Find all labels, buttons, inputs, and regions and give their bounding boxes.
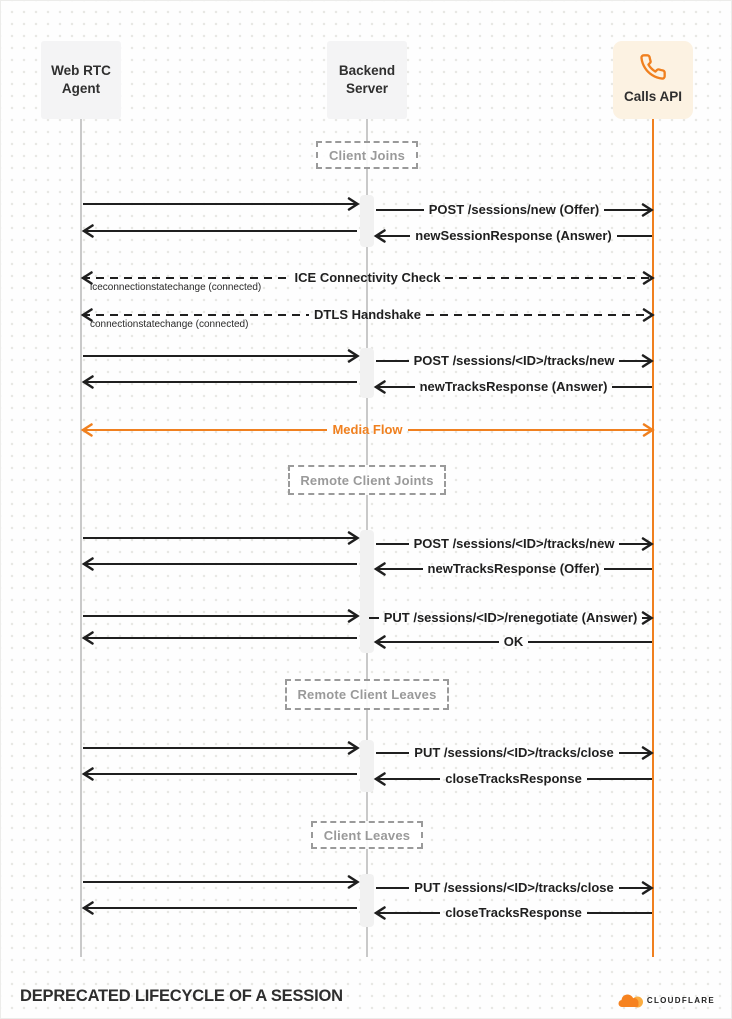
- arrowhead-left-icon: [81, 900, 95, 916]
- message-line: [83, 381, 357, 384]
- message-ice-connectivity-check: [82, 269, 653, 293]
- message-line: [528, 641, 652, 644]
- message-line: [83, 907, 357, 910]
- hop-arrow: [83, 222, 357, 240]
- message-line: [376, 887, 409, 890]
- actor-webrtc-agent: [41, 41, 121, 119]
- arrowhead-left-icon: [373, 228, 387, 244]
- activation-bar-5: [360, 874, 374, 927]
- message-line: [604, 568, 652, 571]
- arrowhead-left-icon: [81, 630, 95, 646]
- phone-icon: [639, 53, 667, 81]
- hop-arrow: [83, 899, 357, 917]
- arrowhead-left-icon: [80, 422, 94, 438]
- hop-arrow: [83, 629, 357, 647]
- arrowhead-left-icon: [373, 634, 387, 650]
- arrowhead-left-icon: [81, 223, 95, 239]
- arrowhead-right-icon: [640, 353, 654, 369]
- phase-client-leaves: [311, 821, 423, 849]
- message-put-sessions-id-tracks-close: [376, 879, 652, 897]
- hop-arrow: [83, 739, 358, 757]
- hop-arrow: [83, 555, 357, 573]
- message-line: [376, 360, 409, 363]
- cloudflare-wordmark: CLOUDFLARE: [646, 996, 715, 1005]
- message-label: ICE Connectivity Check: [294, 270, 441, 285]
- activation-bar-4: [360, 740, 374, 792]
- arrowhead-left-icon: [81, 556, 95, 572]
- message-post-sessions-id-tracks-new: [376, 352, 652, 370]
- message-line: [83, 537, 358, 540]
- message-closetracksresponse: [375, 770, 652, 788]
- arrowhead-right-icon: [640, 610, 654, 626]
- message-line: [376, 543, 409, 546]
- actor-label-line: Server: [345, 81, 389, 96]
- cloudflare-logo: [617, 993, 715, 1008]
- arrowhead-right-icon: [640, 536, 654, 552]
- arrowhead-left-icon: [373, 379, 387, 395]
- message-put-sessions-id-tracks-close: [376, 744, 652, 762]
- message-label: POST /sessions/<ID>/tracks/new: [413, 353, 615, 368]
- hop-arrow: [83, 373, 357, 391]
- message-newsessionresponse-answer: [375, 227, 652, 245]
- message-closetracksresponse: [375, 904, 652, 922]
- message-line: [587, 778, 652, 781]
- message-label: POST /sessions/<ID>/tracks/new: [413, 536, 615, 551]
- activation-bar-3: [360, 530, 374, 653]
- message-event-sublabel: connectionstatechange (connected): [90, 318, 249, 330]
- hop-arrow: [83, 873, 358, 891]
- message-label: newTracksResponse (Answer): [419, 379, 608, 394]
- arrowhead-right-icon: [640, 202, 654, 218]
- message-label: DTLS Handshake: [314, 307, 421, 322]
- message-line: [82, 277, 290, 280]
- message-line: [612, 386, 652, 389]
- actor-label-line: Calls API: [623, 89, 683, 105]
- message-label: PUT /sessions/<ID>/tracks/close: [414, 745, 614, 760]
- phase-label: Remote Client Leaves: [297, 687, 437, 702]
- phase-client-joins: [316, 141, 418, 169]
- message-line: [617, 235, 652, 238]
- arrowhead-left-icon: [373, 561, 387, 577]
- message-label: closeTracksResponse: [445, 905, 582, 920]
- message-line: [83, 230, 357, 233]
- phase-remote-client-joints: [288, 465, 446, 495]
- arrowhead-right-icon: [640, 745, 654, 761]
- message-label: OK: [503, 634, 524, 649]
- actor-backend-server: [327, 41, 407, 119]
- message-line: [375, 641, 499, 644]
- message-newtracksresponse-offer: [375, 560, 652, 578]
- message-media-flow: [82, 421, 653, 439]
- hop-arrow: [83, 765, 357, 783]
- message-label: closeTracksResponse: [445, 771, 582, 786]
- message-ok: [375, 633, 652, 651]
- message-post-sessions-new-offer: [376, 201, 652, 219]
- actor-label-line: Web RTC: [51, 62, 111, 78]
- arrowhead-left-icon: [81, 374, 95, 390]
- message-line: [83, 355, 358, 358]
- arrowhead-left-icon: [81, 766, 95, 782]
- message-newtracksresponse-answer: [375, 378, 652, 396]
- message-put-sessions-id-renegotiate-answer: [369, 609, 652, 627]
- message-line: [83, 615, 358, 618]
- actor-calls-api: [613, 41, 693, 119]
- phase-label: Remote Client Joints: [300, 472, 434, 488]
- arrowhead-right-icon: [346, 740, 360, 756]
- arrowhead-right-icon: [640, 880, 654, 896]
- actor-label-line: Agent: [61, 81, 101, 96]
- message-line: [83, 881, 358, 884]
- arrowhead-right-icon: [346, 196, 360, 212]
- activation-bar-1: [360, 195, 374, 247]
- message-line: [426, 314, 653, 317]
- arrowhead-right-icon: [641, 422, 655, 438]
- message-line: [445, 277, 653, 280]
- message-line: [408, 429, 653, 432]
- hop-arrow: [83, 529, 358, 547]
- phase-label: Client Joins: [328, 147, 406, 163]
- message-line: [83, 747, 358, 750]
- message-dtls-handshake: [82, 306, 653, 330]
- cloudflare-cloud-icon: [617, 993, 644, 1008]
- message-line: [82, 429, 327, 432]
- arrowhead-left-icon: [373, 771, 387, 787]
- message-line: [376, 752, 409, 755]
- actor-label-line: Backend: [338, 62, 396, 78]
- arrowhead-right-icon: [641, 270, 655, 286]
- arrowhead-right-icon: [346, 874, 360, 890]
- message-line: [83, 773, 357, 776]
- message-label: PUT /sessions/<ID>/renegotiate (Answer): [383, 610, 638, 625]
- activation-bar-2: [360, 348, 374, 398]
- message-line: [83, 203, 358, 206]
- arrowhead-right-icon: [641, 307, 655, 323]
- message-label: newTracksResponse (Offer): [427, 561, 600, 576]
- phase-remote-client-leaves: [285, 679, 449, 710]
- message-post-sessions-id-tracks-new: [376, 535, 652, 553]
- message-label: Media Flow: [332, 422, 403, 437]
- message-label: PUT /sessions/<ID>/tracks/close: [414, 880, 614, 895]
- hop-arrow: [83, 195, 358, 213]
- message-line: [587, 912, 652, 915]
- arrowhead-right-icon: [346, 608, 360, 624]
- phase-label: Client Leaves: [323, 827, 411, 843]
- lifeline-webrtc-agent: [80, 119, 82, 957]
- message-line: [82, 314, 309, 317]
- message-label: newSessionResponse (Answer): [415, 228, 612, 243]
- arrowhead-left-icon: [373, 905, 387, 921]
- message-event-sublabel: iceconnectionstatechange (connected): [90, 281, 262, 293]
- hop-arrow: [83, 347, 358, 365]
- message-line: [369, 617, 379, 620]
- message-line: [83, 637, 357, 640]
- arrowhead-right-icon: [346, 530, 360, 546]
- message-label: POST /sessions/new (Offer): [428, 202, 600, 217]
- message-line: [83, 563, 357, 566]
- hop-arrow: [83, 607, 358, 625]
- diagram-title: DEPRECATED LIFECYCLE OF A SESSION: [20, 987, 343, 1005]
- arrowhead-right-icon: [346, 348, 360, 364]
- message-line: [376, 209, 424, 212]
